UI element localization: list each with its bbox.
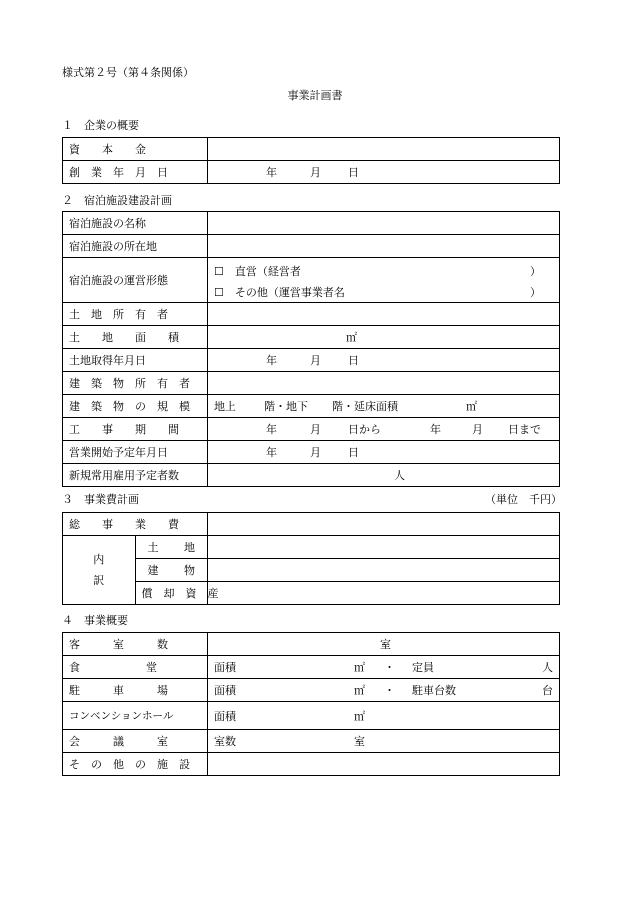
construction-period-field[interactable]: [208, 418, 560, 441]
depreciable-cost-label: 償 却 資 産: [135, 582, 208, 605]
building-cost-row: [63, 559, 560, 582]
parking-row: [63, 679, 560, 702]
meeting-room-count-label: 室数: [214, 735, 236, 748]
land-acq-day: 日: [348, 354, 359, 367]
new-hires-field[interactable]: [208, 464, 560, 487]
land-area-label: 土 地 面 積: [63, 326, 208, 349]
rooms-field[interactable]: [208, 633, 560, 656]
construction-period-row: [63, 418, 560, 441]
building-owner-field[interactable]: [208, 372, 560, 395]
direct-operation-checkbox[interactable]: ☐ 直営（経営者: [214, 265, 301, 278]
parking-area-unit: ㎡: [354, 684, 365, 697]
other-facilities-label: そ の 他 の 施 設: [63, 753, 208, 776]
meeting-room-unit: 室: [354, 735, 365, 748]
project-cost-table: [62, 512, 560, 605]
direct-close-paren: ）: [530, 265, 541, 278]
meeting-room-label: 会 議 室: [63, 730, 208, 753]
land-cost-label: 土 地: [135, 536, 208, 559]
facility-location-label: 宿泊施設の所在地: [63, 235, 208, 258]
meeting-room-row: [63, 730, 560, 753]
floors-above-label: 地上: [214, 400, 236, 413]
restaurant-field[interactable]: [208, 656, 560, 679]
land-owner-field[interactable]: [208, 303, 560, 326]
land-cost-field[interactable]: [208, 536, 560, 559]
building-scale-row: [63, 395, 560, 418]
total-cost-row: [63, 513, 560, 536]
new-hires-row: [63, 464, 560, 487]
document-title: 事業計画書: [287, 89, 343, 102]
opening-date-label: 営業開始予定年月日: [63, 441, 208, 464]
opening-day: 日: [348, 446, 359, 459]
land-cost-row: [63, 536, 560, 559]
facility-name-row: [63, 212, 560, 235]
restaurant-separator: ・: [384, 661, 395, 674]
period-end-month: 月: [472, 423, 483, 436]
land-area-field[interactable]: [208, 326, 560, 349]
land-owner-label: 土 地 所 有 者: [63, 303, 208, 326]
restaurant-label: 食 堂: [63, 656, 208, 679]
capital-row: [63, 138, 560, 161]
other-operator-checkbox[interactable]: ☐ その他（運営事業者名: [214, 286, 345, 299]
total-cost-field[interactable]: [208, 513, 560, 536]
business-overview-table: [62, 632, 560, 776]
other-facilities-row: [63, 753, 560, 776]
section-4-heading: ４ 事業概要: [62, 614, 128, 627]
building-cost-field[interactable]: [208, 559, 560, 582]
building-owner-row: [63, 372, 560, 395]
founded-year: 年: [266, 166, 277, 179]
convention-hall-row: [63, 702, 560, 730]
floor-area-label: 階・延床面積: [332, 400, 398, 413]
period-start-year: 年: [266, 423, 277, 436]
land-acquisition-row: [63, 349, 560, 372]
building-owner-label: 建 築 物 所 有 者: [63, 372, 208, 395]
facility-location-row: [63, 235, 560, 258]
land-acquisition-label: 土地取得年月日: [63, 349, 208, 372]
breakdown-char-1: 内: [93, 553, 105, 566]
restaurant-row: [63, 656, 560, 679]
restaurant-capacity-unit: 人: [542, 661, 553, 674]
total-cost-label: 総 事 業 費: [63, 513, 208, 536]
unit-note: （単位 千円）: [485, 493, 562, 506]
new-hires-unit: 人: [394, 469, 405, 482]
parking-label: 駐 車 場: [63, 679, 208, 702]
founded-month: 月: [310, 166, 321, 179]
facility-name-label: 宿泊施設の名称: [63, 212, 208, 235]
convention-area-unit: ㎡: [354, 709, 365, 723]
restaurant-capacity-label: 定員: [412, 661, 434, 674]
opening-month: 月: [310, 446, 321, 459]
breakdown-label: [63, 536, 136, 605]
construction-period-label: 工 事 期 間: [63, 418, 208, 441]
rooms-row: [63, 633, 560, 656]
breakdown-char-2: 訳: [93, 574, 105, 587]
land-owner-row: [63, 303, 560, 326]
floors-below-label: 階・地下: [264, 400, 308, 413]
founded-field[interactable]: [208, 161, 560, 184]
opening-date-field[interactable]: [208, 441, 560, 464]
rooms-label: 客 室 数: [63, 633, 208, 656]
parking-area-label: 面積: [214, 684, 236, 697]
facility-plan-table: [62, 211, 560, 487]
parking-spaces-label: 駐車台数: [412, 684, 456, 697]
parking-spaces-unit: 台: [542, 684, 553, 697]
depreciable-cost-field[interactable]: [208, 582, 560, 605]
company-overview-table: [62, 137, 560, 184]
period-end-day: 日まで: [508, 423, 541, 436]
parking-separator: ・: [384, 684, 395, 697]
land-acq-month: 月: [310, 354, 321, 367]
section-1-heading: １ 企業の概要: [62, 119, 139, 132]
operation-mode-label: 宿泊施設の運営形態: [63, 258, 208, 303]
rooms-unit: 室: [380, 638, 391, 651]
depreciable-cost-row: [63, 582, 560, 605]
opening-year: 年: [266, 446, 277, 459]
floor-area-unit: ㎡: [466, 400, 477, 413]
period-end-year: 年: [430, 423, 441, 436]
restaurant-area-unit: ㎡: [354, 661, 365, 674]
convention-hall-field[interactable]: [208, 702, 560, 730]
meeting-room-field[interactable]: [208, 730, 560, 753]
facility-location-field[interactable]: [208, 235, 560, 258]
new-hires-label: 新規常用雇用予定者数: [63, 464, 208, 487]
building-cost-label: 建 物: [135, 559, 208, 582]
other-close-paren: ）: [530, 286, 541, 299]
land-area-unit: ㎡: [346, 331, 357, 344]
section-3-heading: ３ 事業費計画: [62, 493, 139, 506]
opening-date-row: [63, 441, 560, 464]
facility-name-field[interactable]: [208, 212, 560, 235]
land-acq-year: 年: [266, 354, 277, 367]
operation-mode-row: [63, 258, 560, 303]
building-scale-field[interactable]: [208, 395, 560, 418]
operation-mode-field: [208, 258, 560, 303]
form-number: 様式第２号（第４条関係）: [62, 66, 194, 79]
founded-row: [63, 161, 560, 184]
land-acquisition-field[interactable]: [208, 349, 560, 372]
parking-field[interactable]: [208, 679, 560, 702]
period-start-month: 月: [310, 423, 321, 436]
capital-field[interactable]: [208, 138, 560, 161]
restaurant-area-label: 面積: [214, 661, 236, 674]
period-start-day: 日から: [348, 423, 381, 436]
convention-area-label: 面積: [214, 709, 236, 723]
convention-hall-label: コンベンションホール: [63, 702, 208, 730]
capital-label: 資 本 金: [63, 138, 208, 161]
building-scale-label: 建 築 物 の 規 模: [63, 395, 208, 418]
founded-label: 創 業 年 月 日: [63, 161, 208, 184]
other-facilities-field[interactable]: [208, 753, 560, 776]
founded-day: 日: [348, 166, 359, 179]
land-area-row: [63, 326, 560, 349]
section-2-heading: ２ 宿泊施設建設計画: [62, 194, 172, 207]
